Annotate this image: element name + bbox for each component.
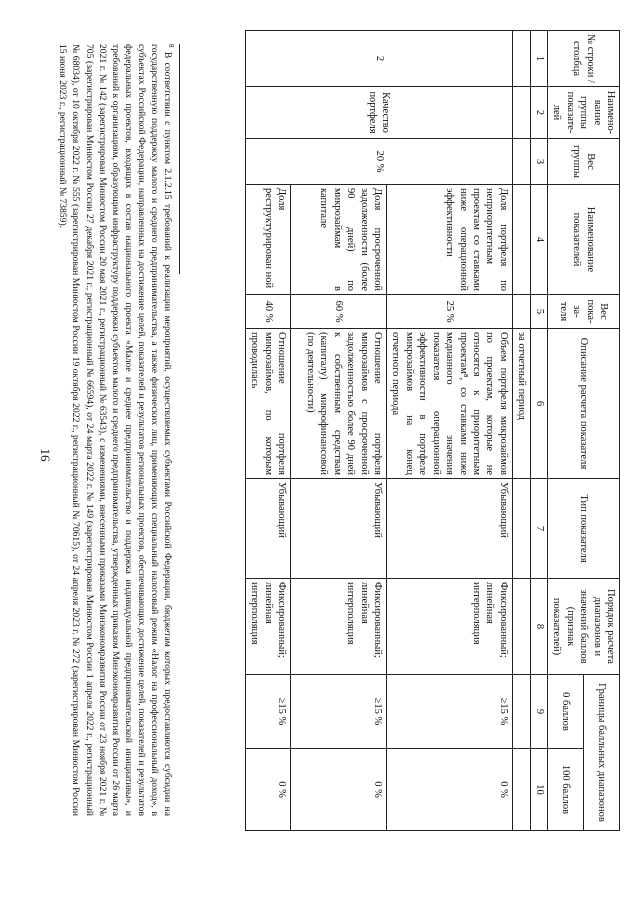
header-score-0: 0 баллов — [547, 675, 583, 749]
header-calc-description: Описание расчета показателя — [547, 329, 619, 479]
column-number: 8 — [531, 579, 547, 675]
score-100-value: 0 % — [291, 749, 387, 831]
indicator-type: Убывающий — [245, 479, 290, 579]
column-number: 3 — [531, 139, 547, 185]
header-indicator-weight: Вес пока-за-теля — [547, 295, 619, 329]
group-weight: 20 % — [245, 139, 512, 185]
column-number: 7 — [531, 479, 547, 579]
score-0-value: ≥15 % — [245, 675, 290, 749]
column-number: 1 — [531, 31, 547, 87]
header-row-1 — [583, 31, 619, 831]
column-number: 10 — [531, 749, 547, 831]
header-group-name: Наимено-вание группы показате-лей — [547, 87, 619, 139]
calc-description: Отношение портфеля микрозаймов с просроченной задолженностью более 90 дней к собственным средствам (капиталу) микрофинансовой (по деятельности) — [291, 329, 387, 479]
score-0-value: ≥15 % — [291, 675, 387, 749]
rotated-page-content — [57, 30, 620, 870]
indicator-weight: 60 % — [291, 295, 387, 329]
indicator-type: Убывающий — [387, 479, 513, 579]
column-numbers-row — [531, 31, 547, 831]
indicator-weight: 25 % — [387, 295, 513, 329]
group-row-number: 2 — [245, 31, 512, 87]
header-score-100: 100 баллов — [547, 749, 583, 831]
calc-procedure: Фиксированный; линейная интерполяция — [245, 579, 290, 675]
header-indicator-name: Наименование показателей — [547, 185, 619, 295]
indicator-type: Убывающий — [291, 479, 387, 579]
calc-description: Объем портфеля микрозаймов по проектам, которые не относятся к приоритетным проектам⁸, со ставками ниже медианного значения показателя операционной эффективности в портфеле микрозаймов на конец отчетного периода — [387, 329, 513, 479]
calc-procedure: Фиксированный; линейная интерполяция — [291, 579, 387, 675]
column-number: 2 — [531, 87, 547, 139]
footnote-text: В соответствии с пунктом 2.1.2.15 требований к реализации мероприятий, осуществляемых субъектами Российской Федерации, бюджетам которых предоставляются субсидии на государственную поддержку малого и среднего предпринимательства, а также физических лиц, применяющих специальный налоговый режим «Налог на профессиональный доход», в субъектах Российской Федерации, направленных на достижение целей, показателей и результатов региональных проектов, обеспечивающих достижение целей, показателей и результатов федеральных проектов, входящих в состав национального проекта «Малое и среднее предпринимательство и поддержка индивидуальной предпринимательской инициативы», и требований к организациям, образующим инфраструктуру поддержки субъектов малого и среднего предпринимательства, утвержденных приказом Минэкономразвития России от 26 марта 2021 г. № 142 (зарегистрирован Минюстом России 20 мая 2021 г., регистрационный № 63543), с изменениями, внесенными приказами Минэкономразвития России от 23 ноября 2021 г. № 705 (зарегистрирован Минюстом России 27 декабря 2021 г., регистрационный № 66594), от 24 марта 2022 г. № 149 (зарегистрирован Минюстом России 1 апреля 2022 г., регистрационный № 68034), от 10 октября 2022 г. № 555 (зарегистрирован Минюстом России 19 октября 2022 г., регистрационный № 70615), от 24 апреля 2023 г. № 272 (зарегистрирован Минюстом России 15 июня 2023 г., регистрационный № 73859). — [57, 44, 173, 816]
header-score-bounds: Границы балльных диапазонов — [583, 675, 619, 831]
score-100-value: 0 % — [387, 749, 513, 831]
header-calc-procedure: Порядок расчета диапазонов и значений баллов (признак показателей) — [547, 579, 619, 675]
column-number: 9 — [531, 675, 547, 749]
page-number: 16 — [38, 448, 53, 462]
indicator-name: Доля портфеля по неприоритетным проектам со ставками ниже операционной эффективности — [387, 185, 513, 295]
score-100-value: 0 % — [245, 749, 290, 831]
header-row-no: № строки / столбца — [547, 31, 619, 87]
score-0-value: ≥15 % — [387, 675, 513, 749]
footnote-divider — [179, 44, 180, 274]
carryover-text: за отчетный период — [512, 329, 530, 479]
column-number: 4 — [531, 185, 547, 295]
column-number: 6 — [531, 329, 547, 479]
indicator-name: Доля просроченной задолженности (более 90 дней) по микрозаймам в капитале — [291, 185, 387, 295]
calc-procedure: Фиксированный; линейная интерполяция — [387, 579, 513, 675]
header-group-weight: Вес группы — [547, 139, 619, 185]
indicator-name: Доля реструктурирован ной — [245, 185, 290, 295]
indicator-weight: 40 % — [245, 295, 290, 329]
header-indicator-type: Тип показателя — [547, 479, 619, 579]
carryover-row — [512, 31, 530, 831]
footnote — [56, 44, 180, 816]
calc-description: Отношение портфеля микрозаймов, по которым проводилась — [245, 329, 290, 479]
indicators-table — [245, 30, 620, 831]
footnote-marker: 8 — [167, 44, 175, 48]
column-number: 5 — [531, 295, 547, 329]
table-row — [387, 31, 513, 831]
group-name: Качество портфеля — [245, 87, 512, 139]
